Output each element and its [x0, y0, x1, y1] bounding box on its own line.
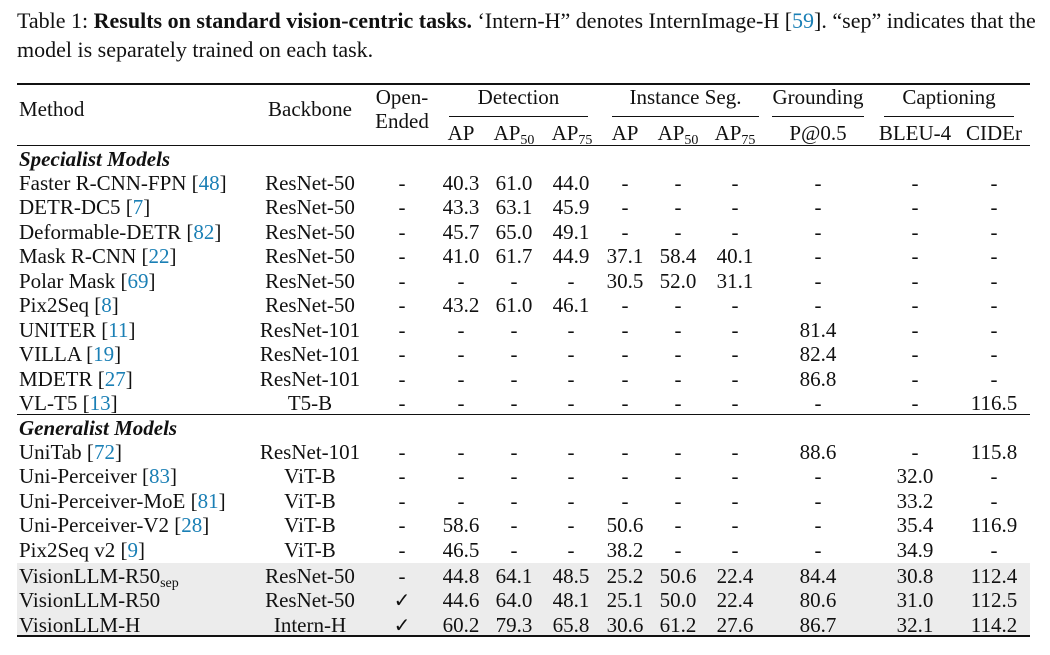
caption-text-b: ]. “sep” indicates that the model is separately trained on each task.: [17, 8, 1036, 62]
cell-open-ended: -: [398, 220, 406, 244]
cell-cider: -: [990, 489, 998, 513]
cell-det-ap50: 61.7: [495, 244, 533, 268]
cell-det-ap: -: [457, 391, 465, 415]
cell-backbone: ResNet-50: [265, 195, 355, 219]
cell-det-ap: 40.3: [442, 171, 480, 195]
cell-seg-ap50: 50.6: [659, 564, 697, 588]
cell-seg-ap: -: [621, 440, 629, 464]
cell-method: Pix2Seq v2 [9]: [19, 538, 146, 562]
cell-seg-ap: -: [621, 171, 629, 195]
table-row: [0, 464, 1050, 488]
cell-det-ap75: -: [567, 391, 575, 415]
cell-det-ap: -: [457, 489, 465, 513]
cell-seg-ap75: -: [731, 293, 739, 317]
grounding-cmidrule: [772, 116, 864, 117]
cell-p05: -: [814, 293, 822, 317]
table-row: [0, 513, 1050, 537]
cell-det-ap50: 61.0: [495, 171, 533, 195]
table-row: [0, 171, 1050, 195]
cell-det-ap: 60.2: [442, 613, 480, 637]
subheader-det-ap50: $AP_{50}$: [493, 121, 535, 148]
cell-cider: -: [990, 367, 998, 391]
cell-seg-ap50: 52.0: [659, 269, 697, 293]
cell-p05: -: [814, 269, 822, 293]
header-grounding: Grounding: [772, 85, 864, 109]
cell-backbone: ResNet-50: [265, 588, 355, 612]
cell-seg-ap75: -: [731, 342, 739, 366]
cell-seg-ap: -: [621, 489, 629, 513]
cell-det-ap75: 65.8: [552, 613, 590, 637]
cell-seg-ap50: 50.0: [659, 588, 697, 612]
detection-cmidrule: [449, 116, 588, 117]
cell-det-ap75: -: [567, 489, 575, 513]
cell-seg-ap: 50.6: [606, 513, 644, 537]
cell-open-ended: -: [398, 489, 406, 513]
table-row: [0, 613, 1050, 637]
cell-det-ap75: -: [567, 440, 575, 464]
cell-seg-ap75: -: [731, 489, 739, 513]
table-row: [0, 244, 1050, 268]
cell-det-ap: -: [457, 342, 465, 366]
cell-seg-ap: 37.1: [606, 244, 644, 268]
cell-bleu4: -: [911, 244, 919, 268]
cell-det-ap50: -: [510, 464, 518, 488]
cell-seg-ap50: -: [674, 464, 682, 488]
cell-det-ap75: -: [567, 318, 575, 342]
cell-p05: 80.6: [799, 588, 837, 612]
subheader-det-ap75: $AP_{75}$: [551, 121, 593, 148]
cell-open-ended: -: [398, 195, 406, 219]
table-row: [0, 269, 1050, 293]
cell-det-ap: 43.3: [442, 195, 480, 219]
section-generalist: Generalist Models: [19, 416, 178, 440]
cell-det-ap50: -: [510, 391, 518, 415]
cell-bleu4: 35.4: [896, 513, 934, 537]
cell-det-ap75: 44.9: [552, 244, 590, 268]
cell-bleu4: -: [911, 391, 919, 415]
cell-seg-ap75: -: [731, 391, 739, 415]
cell-open-ended: -: [398, 269, 406, 293]
cell-backbone: ViT-B: [284, 464, 336, 488]
cell-det-ap: 41.0: [442, 244, 480, 268]
subheader-seg-ap: AP: [611, 121, 639, 145]
subheader-p05: P@0.5: [789, 121, 847, 145]
cell-cider: -: [990, 538, 998, 562]
header-backbone: Backbone: [268, 97, 352, 121]
cell-det-ap50: 64.1: [495, 564, 533, 588]
cell-p05: -: [814, 538, 822, 562]
cell-method: Mask R-CNN [22]: [19, 244, 177, 268]
cell-det-ap: 58.6: [442, 513, 480, 537]
cell-seg-ap50: -: [674, 513, 682, 537]
cell-open-ended: ✓: [393, 613, 411, 637]
cell-open-ended: -: [398, 293, 406, 317]
cell-det-ap: -: [457, 367, 465, 391]
cell-bleu4: -: [911, 367, 919, 391]
cell-backbone: ResNet-101: [259, 367, 361, 391]
cell-det-ap75: 48.5: [552, 564, 590, 588]
cell-seg-ap75: -: [731, 367, 739, 391]
cell-det-ap75: 44.0: [552, 171, 590, 195]
cell-open-ended: ✓: [393, 588, 411, 612]
cell-seg-ap75: 22.4: [716, 564, 754, 588]
cell-p05: -: [814, 464, 822, 488]
cell-seg-ap: 25.2: [606, 564, 644, 588]
cell-p05: -: [814, 489, 822, 513]
cell-method: VisionLLM-H: [19, 613, 141, 637]
cell-bleu4: 32.1: [896, 613, 934, 637]
table-row: [0, 489, 1050, 513]
cell-method: Uni-Perceiver-MoE [81]: [19, 489, 226, 513]
citation-link[interactable]: 81: [197, 489, 219, 513]
cell-det-ap75: 45.9: [552, 195, 590, 219]
cell-det-ap50: -: [510, 342, 518, 366]
header-method: Method: [19, 97, 85, 121]
cell-seg-ap75: -: [731, 220, 739, 244]
cell-seg-ap: -: [621, 342, 629, 366]
cell-seg-ap50: -: [674, 195, 682, 219]
cell-bleu4: -: [911, 342, 919, 366]
cell-bleu4: -: [911, 195, 919, 219]
citation-link[interactable]: 11: [108, 318, 129, 342]
cell-det-ap: -: [457, 440, 465, 464]
citation-link[interactable]: 69: [127, 269, 149, 293]
cell-method: Deformable-DETR [82]: [19, 220, 222, 244]
citation-link[interactable]: 72: [93, 440, 115, 464]
subheader-cider: CIDEr: [966, 121, 1022, 145]
cell-det-ap: 44.6: [442, 588, 480, 612]
cell-cider: 115.8: [970, 440, 1018, 464]
cell-method: Polar Mask [69]: [19, 269, 156, 293]
cell-backbone: T5-B: [287, 391, 333, 415]
table-row: [0, 342, 1050, 366]
subheader-seg-ap50: $AP_{50}$: [657, 121, 699, 148]
cell-p05: -: [814, 195, 822, 219]
cell-method: DETR-DC5 [7]: [19, 195, 151, 219]
cell-det-ap: 45.7: [442, 220, 480, 244]
cell-seg-ap50: -: [674, 489, 682, 513]
cell-seg-ap: -: [621, 293, 629, 317]
cell-open-ended: -: [398, 244, 406, 268]
cell-backbone: ViT-B: [284, 489, 336, 513]
cell-seg-ap: 25.1: [606, 588, 644, 612]
cell-backbone: ViT-B: [284, 538, 336, 562]
cell-det-ap50: 63.1: [495, 195, 533, 219]
cell-bleu4: -: [911, 293, 919, 317]
cell-seg-ap: -: [621, 195, 629, 219]
cell-method: Uni-Perceiver [83]: [19, 464, 178, 488]
cell-seg-ap75: 22.4: [716, 588, 754, 612]
cell-open-ended: -: [398, 464, 406, 488]
citation-link[interactable]: 83: [149, 464, 171, 488]
cell-seg-ap50: -: [674, 342, 682, 366]
cell-backbone: ResNet-101: [259, 342, 361, 366]
cell-method: Pix2Seq [8]: [19, 293, 119, 317]
cell-det-ap: 43.2: [442, 293, 480, 317]
cell-method: VisionLLM-R50: [19, 588, 161, 612]
cell-det-ap50: 65.0: [495, 220, 533, 244]
table-row: [0, 391, 1050, 415]
cell-open-ended: -: [398, 342, 406, 366]
cell-open-ended: -: [398, 318, 406, 342]
cell-det-ap50: -: [510, 513, 518, 537]
cell-cider: -: [990, 318, 998, 342]
cell-p05: 84.4: [799, 564, 837, 588]
cell-seg-ap: -: [621, 318, 629, 342]
cell-method: VisionLLM-$R50_{sep}$: [19, 564, 179, 591]
table-row: [0, 564, 1050, 591]
cell-p05: 88.6: [799, 440, 837, 464]
cell-seg-ap: 30.6: [606, 613, 644, 637]
citation-link[interactable]: 28: [181, 513, 203, 537]
cell-bleu4: -: [911, 171, 919, 195]
citation-link[interactable]: 48: [198, 171, 220, 195]
cell-seg-ap75: -: [731, 195, 739, 219]
cell-det-ap50: -: [510, 489, 518, 513]
cell-cider: -: [990, 195, 998, 219]
table-row: [0, 195, 1050, 219]
cell-det-ap75: 46.1: [552, 293, 590, 317]
cell-seg-ap75: -: [731, 440, 739, 464]
cell-seg-ap50: -: [674, 220, 682, 244]
cell-seg-ap50: -: [674, 440, 682, 464]
cell-seg-ap50: 61.2: [659, 613, 697, 637]
table-row: [0, 440, 1050, 464]
cell-seg-ap50: -: [674, 293, 682, 317]
cell-bleu4: -: [911, 440, 919, 464]
cell-det-ap75: 49.1: [552, 220, 590, 244]
cell-det-ap75: -: [567, 538, 575, 562]
cell-det-ap75: -: [567, 269, 575, 293]
cell-backbone: ResNet-101: [259, 440, 361, 464]
cell-bleu4: -: [911, 220, 919, 244]
cell-cider: 114.2: [970, 613, 1018, 637]
cell-p05: -: [814, 391, 822, 415]
cell-cider: 112.5: [970, 588, 1018, 612]
cell-cider: 116.5: [970, 391, 1018, 415]
cell-method: Faster R-CNN-FPN [48]: [19, 171, 227, 195]
cell-cider: -: [990, 464, 998, 488]
cell-p05: -: [814, 513, 822, 537]
header-detection: Detection: [477, 85, 560, 109]
cell-det-ap50: 79.3: [495, 613, 533, 637]
cell-open-ended: -: [398, 367, 406, 391]
header-instance-seg: Instance Seg.: [629, 85, 742, 109]
cell-p05: -: [814, 171, 822, 195]
section-specialist: Specialist Models: [19, 147, 171, 171]
cell-open-ended: -: [398, 171, 406, 195]
cell-seg-ap50: -: [674, 538, 682, 562]
cell-open-ended: -: [398, 513, 406, 537]
cell-det-ap50: -: [510, 269, 518, 293]
cell-seg-ap: 30.5: [606, 269, 644, 293]
cell-open-ended: -: [398, 440, 406, 464]
caption-bold: Results on standard vision-centric tasks.: [93, 8, 472, 33]
cell-det-ap75: 48.1: [552, 588, 590, 612]
cell-det-ap50: -: [510, 318, 518, 342]
cell-open-ended: -: [398, 391, 406, 415]
cell-seg-ap75: -: [731, 171, 739, 195]
header-captioning: Captioning: [902, 85, 996, 109]
cell-seg-ap75: -: [731, 538, 739, 562]
cell-seg-ap: 38.2: [606, 538, 644, 562]
cell-det-ap50: 64.0: [495, 588, 533, 612]
cell-backbone: Intern-H: [273, 613, 347, 637]
instseg-cmidrule: [612, 116, 759, 117]
cell-det-ap75: -: [567, 464, 575, 488]
cell-backbone: ResNet-50: [265, 244, 355, 268]
header-open-1: Open-: [375, 85, 429, 109]
cell-cider: -: [990, 220, 998, 244]
cell-bleu4: -: [911, 269, 919, 293]
table-row: [0, 538, 1050, 562]
citation-link[interactable]: 9: [127, 538, 139, 562]
cell-open-ended: -: [398, 564, 406, 588]
caption-label: Table 1:: [17, 8, 89, 33]
cell-method: MDETR [27]: [19, 367, 133, 391]
cell-p05: -: [814, 220, 822, 244]
cell-seg-ap: -: [621, 220, 629, 244]
cell-backbone: ResNet-50: [265, 293, 355, 317]
caption-text-a: ‘Intern-H” denotes InternImage-H [: [471, 8, 793, 33]
cell-det-ap50: 61.0: [495, 293, 533, 317]
cell-cider: 112.4: [970, 564, 1018, 588]
citation-link[interactable]: 8: [101, 293, 112, 317]
cell-bleu4: -: [911, 318, 919, 342]
table-row: [0, 293, 1050, 317]
cell-cider: -: [990, 342, 998, 366]
cell-open-ended: -: [398, 538, 406, 562]
cell-seg-ap50: -: [674, 367, 682, 391]
cell-method: UniTab [72]: [19, 440, 122, 464]
cell-seg-ap50: -: [674, 391, 682, 415]
table-row: [0, 220, 1050, 244]
table-row: [0, 318, 1050, 342]
cell-backbone: ResNet-50: [265, 564, 355, 588]
cell-bleu4: 31.0: [896, 588, 934, 612]
cell-seg-ap75: 40.1: [716, 244, 754, 268]
cell-seg-ap75: 31.1: [716, 269, 754, 293]
cell-p05: 86.8: [799, 367, 837, 391]
cell-backbone: ResNet-101: [259, 318, 361, 342]
captioning-cmidrule: [884, 116, 1014, 117]
citation-link[interactable]: 19: [93, 342, 115, 366]
cell-bleu4: 32.0: [896, 464, 934, 488]
cell-seg-ap75: -: [731, 464, 739, 488]
subheader-seg-ap75: $AP_{75}$: [714, 121, 756, 148]
cell-p05: 86.7: [799, 613, 837, 637]
cell-det-ap: 46.5: [442, 538, 480, 562]
cell-det-ap: -: [457, 269, 465, 293]
cell-cider: -: [990, 293, 998, 317]
citation-link[interactable]: 27: [104, 367, 126, 391]
cell-cider: -: [990, 244, 998, 268]
cell-backbone: ResNet-50: [265, 220, 355, 244]
cell-seg-ap75: -: [731, 513, 739, 537]
cell-method: Uni-Perceiver-V2 [28]: [19, 513, 210, 537]
cell-seg-ap50: 58.4: [659, 244, 697, 268]
cell-det-ap50: -: [510, 440, 518, 464]
cell-cider: -: [990, 269, 998, 293]
cell-p05: -: [814, 244, 822, 268]
cell-backbone: ViT-B: [284, 513, 336, 537]
cell-seg-ap: -: [621, 391, 629, 415]
cell-backbone: ResNet-50: [265, 269, 355, 293]
cell-det-ap75: -: [567, 513, 575, 537]
subheader-bleu4: BLEU-4: [878, 121, 952, 145]
cell-cider: -: [990, 171, 998, 195]
cell-method: UNITER [11]: [19, 318, 136, 342]
cell-bleu4: 34.9: [896, 538, 934, 562]
cell-seg-ap50: -: [674, 318, 682, 342]
header-open-2: Ended: [375, 109, 429, 133]
cell-p05: 81.4: [799, 318, 837, 342]
citation-link[interactable]: 22: [148, 244, 170, 268]
citation-link[interactable]: 7: [132, 195, 144, 219]
cell-bleu4: 33.2: [896, 489, 934, 513]
cell-bleu4: 30.8: [896, 564, 934, 588]
cell-det-ap50: -: [510, 367, 518, 391]
cell-det-ap75: -: [567, 367, 575, 391]
cell-backbone: ResNet-50: [265, 171, 355, 195]
cell-det-ap: -: [457, 318, 465, 342]
cell-method: VL-T5 [13]: [19, 391, 118, 415]
cell-seg-ap75: 27.6: [716, 613, 754, 637]
cell-det-ap50: -: [510, 538, 518, 562]
subheader-det-ap: AP: [447, 121, 475, 145]
cell-seg-ap: -: [621, 367, 629, 391]
cell-p05: 82.4: [799, 342, 837, 366]
cell-seg-ap50: -: [674, 171, 682, 195]
citation-link[interactable]: 82: [193, 220, 215, 244]
cell-det-ap: -: [457, 464, 465, 488]
citation-link[interactable]: 13: [89, 391, 111, 415]
table-caption: [17, 6, 1037, 64]
cell-method: VILLA [19]: [19, 342, 122, 366]
cell-seg-ap75: -: [731, 318, 739, 342]
cell-seg-ap: -: [621, 464, 629, 488]
caption-cite-link[interactable]: 59: [792, 8, 815, 33]
cell-det-ap: 44.8: [442, 564, 480, 588]
table-row: [0, 588, 1050, 612]
table-row: [0, 367, 1050, 391]
cell-cider: 116.9: [970, 513, 1018, 537]
cell-det-ap75: -: [567, 342, 575, 366]
